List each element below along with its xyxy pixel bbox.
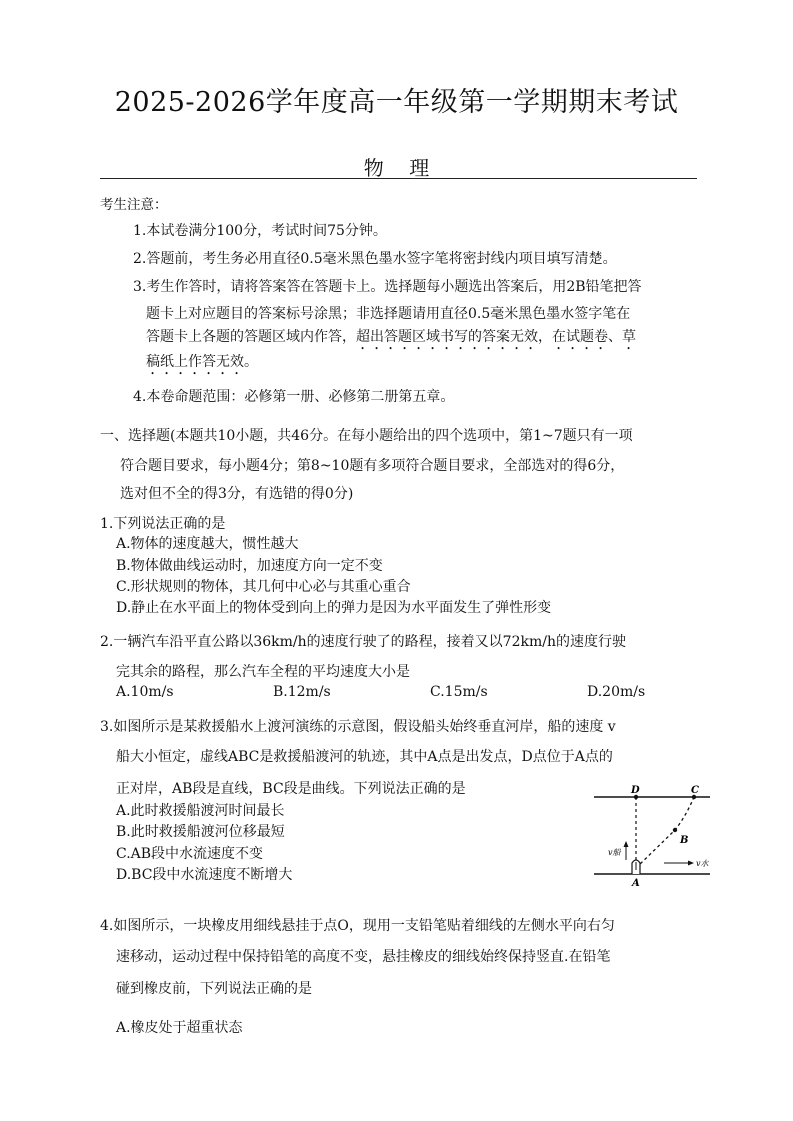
- notice-item-3-line-2: 题卡上对应题目的答案标号涂黑；非选择题请用直径0.5毫米黑色墨水签字笔在: [146, 306, 631, 322]
- q3-option-a: A.此时救援船渡河时间最长: [116, 803, 285, 819]
- notice-item-1: 1.本试卷满分100分，考试时间75分钟。: [133, 223, 387, 239]
- label-v-water: v水: [696, 859, 709, 868]
- notice-item-3-line-1: 3.考生作答时，请将答案答在答题卡上。选择题每小题选出答案后，用2B铅笔把答: [133, 279, 642, 295]
- notice-item-3-line-3-emphasis: 超出答题区域书写的答案无效，在试题卷、草: [356, 329, 636, 345]
- q4-stem-line-2: 速移动，运动过程中保持铅笔的高度不变，悬挂橡皮的细线始终保持竖直.在铅笔: [116, 949, 611, 965]
- q2-option-b: B.12m/s: [273, 684, 331, 700]
- subject-title: 物 理: [363, 156, 430, 180]
- q1-option-a: A.物体的速度越大，惯性越大: [116, 536, 299, 552]
- label-v-boat: v船: [608, 848, 621, 857]
- title-divider: [100, 178, 697, 179]
- point-b-dot: [673, 828, 677, 832]
- notice-item-3-line-3-plain: 答题卡上各题的答题区域内作答，: [146, 329, 356, 345]
- q1-option-b: B.物体做曲线运动时，加速度方向一定不变: [116, 558, 383, 574]
- q2-option-a: A.10m/s: [116, 684, 174, 700]
- river-crossing-figure: [590, 780, 715, 890]
- q4-stem-line-3: 碰到橡皮前，下列说法正确的是: [116, 981, 312, 997]
- q3-stem-line-1: 3.如图所示是某救援船水上渡河演练的示意图，假设船头始终垂直河岸，船的速度 v: [100, 719, 616, 735]
- section1-line-2: 符合题目要求，每小题4分；第8~10题有多项符合题目要求，全部选对的得6分，: [120, 458, 625, 474]
- q3-stem-line-2: 船大小恒定，虚线ABC是救援船渡河的轨迹，其中A点是出发点，D点位于A点的: [116, 749, 613, 765]
- q3-option-c: C.AB段中水流速度不变: [116, 846, 264, 862]
- boat-velocity-arrowhead: [624, 841, 629, 847]
- notice-item-3-line-4: 稿纸上作答无效。: [146, 354, 258, 370]
- trajectory-abc: [636, 797, 694, 868]
- label-d: D: [631, 785, 640, 796]
- q1-option-d: D.静止在水平面上的物体受到向上的弹力是因为水平面发生了弹性形变: [116, 600, 552, 616]
- section1-line-1: 一、选择题(本题共10小题，共46分。在每小题给出的四个选项中，第1~7题只有一项: [100, 428, 633, 444]
- q4-option-a: A.橡皮处于超重状态: [116, 1020, 243, 1036]
- q1-stem: 1.下列说法正确的是: [100, 516, 226, 532]
- label-b: B: [680, 835, 689, 846]
- q1-option-c: C.形状规则的物体，其几何中心必与其重心重合: [116, 579, 411, 595]
- label-c: C: [691, 785, 699, 796]
- notice-item-3-line-3: [146, 326, 636, 353]
- q3-stem-line-3: 正对岸，AB段是直线，BC段是曲线。下列说法正确的是: [116, 781, 466, 797]
- notice-item-4: 4.本卷命题范围：必修第一册、必修第二册第五章。: [133, 389, 455, 405]
- water-velocity-arrowhead: [688, 861, 694, 866]
- q3-option-d: D.BC段中水流速度不断增大: [116, 867, 293, 883]
- q2-option-c: C.15m/s: [430, 684, 488, 700]
- notice-heading: 考生注意：: [100, 197, 168, 213]
- q3-option-b: B.此时救援船渡河位移最短: [116, 824, 285, 840]
- section1-line-3: 选对但不全的得3分，有选错的得0分): [120, 486, 354, 502]
- label-a: A: [632, 878, 640, 889]
- q4-stem-line-1: 4.如图所示，一块橡皮用细线悬挂于点O，现用一支铅笔贴着细线的左侧水平向右匀: [100, 918, 615, 934]
- q2-stem-line-1: 2.一辆汽车沿平直公路以36km/h的速度行驶了的路程，接着又以72km/h的速度行驶: [100, 634, 626, 650]
- exam-title: 2025-2026学年度高一年级第一学期期末考试: [114, 87, 679, 118]
- notice-item-2: 2.答题前，考生务必用直径0.5毫米黑色墨水签字笔将密封线内项目填写清楚。: [133, 251, 617, 267]
- q2-stem-line-2: 完其余的路程，那么汽车全程的平均速度大小是: [116, 664, 410, 680]
- q2-option-d: D.20m/s: [587, 684, 646, 700]
